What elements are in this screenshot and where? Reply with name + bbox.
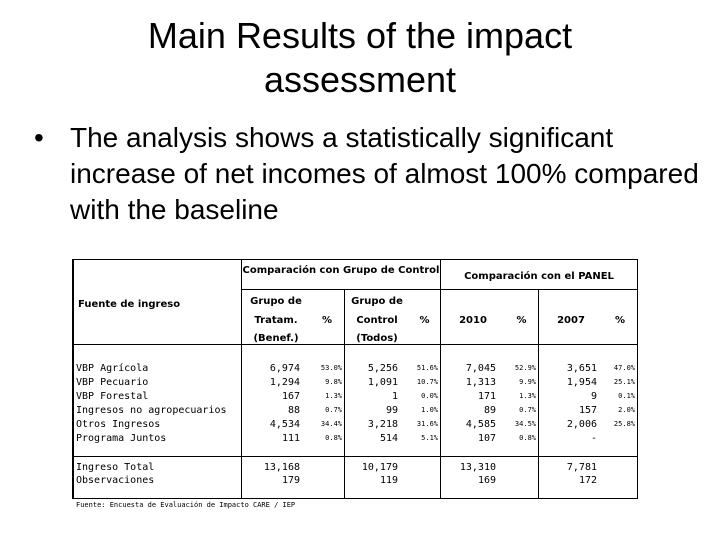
table-cell: 34.4% — [320, 420, 342, 428]
header-treatment-line1: Grupo de — [250, 296, 302, 307]
table-row-label: Programa Juntos — [76, 433, 167, 444]
total-row-label: Ingreso Total — [76, 462, 155, 473]
table-cell: 7,045 — [465, 363, 496, 374]
header-income-source: Fuente de ingreso — [78, 299, 181, 310]
total-cell: 169 — [477, 475, 496, 486]
table-cell: 3,651 — [566, 363, 597, 374]
table-cell: 4,585 — [465, 419, 496, 430]
table-cell: 88 — [287, 405, 300, 416]
table-cell: 47.0% — [613, 364, 635, 372]
table-cell: 1.3% — [325, 392, 342, 400]
total-cell: 119 — [379, 475, 398, 486]
total-cell: 13,168 — [263, 462, 300, 473]
table-cell: 0.1% — [618, 392, 635, 400]
header-panel: Comparación con el PANEL — [464, 271, 614, 282]
table-cell: 2.0% — [618, 406, 635, 414]
table-cell: 5,256 — [367, 363, 398, 374]
header-control-line2: Control — [356, 315, 398, 326]
table-cell: 9 — [590, 391, 597, 402]
header-treatment-line2: Tratam. — [254, 315, 298, 326]
slide-title-line1: Main Results of the impact — [147, 15, 573, 56]
table-row-label: VBP Forestal — [76, 391, 149, 402]
table-cell: 1 — [391, 391, 398, 402]
table-cell: 1,954 — [566, 377, 597, 388]
table-border-right — [637, 259, 638, 499]
header-control-line3: (Todos) — [356, 333, 398, 344]
header-2007-pct: % — [614, 315, 626, 326]
table-cell: 111 — [281, 433, 300, 444]
table-cell: 10.7% — [416, 378, 438, 386]
table-row-label: VBP Agrícola — [76, 363, 149, 374]
header-treatment-pct: % — [321, 315, 333, 326]
bullet-point — [34, 120, 704, 228]
table-cell: 52.9% — [514, 364, 536, 372]
bullet-text: The analysis shows a statistically significant increase of net incomes of almost 100% compared with the baseline — [70, 122, 699, 225]
table-cell: 0.7% — [519, 406, 536, 414]
table-cell: 4,534 — [269, 419, 300, 430]
table-cell: 6,974 — [269, 363, 300, 374]
table-cell: 25.8% — [613, 420, 635, 428]
total-cell: 172 — [578, 475, 597, 486]
header-year-2007: 2007 — [557, 315, 585, 326]
table-cell: 31.6% — [416, 420, 438, 428]
table-cell: 9.8% — [325, 378, 342, 386]
header-year-2010: 2010 — [459, 315, 487, 326]
table-cell: 0.8% — [519, 434, 536, 442]
table-cell: 25.1% — [613, 378, 635, 386]
table-border-top — [72, 259, 638, 260]
table-divider — [241, 289, 638, 290]
table-cell: 5.1% — [421, 434, 438, 442]
table-cell: 1,294 — [269, 377, 300, 388]
table-cell: 167 — [281, 391, 300, 402]
table-cell: 34.5% — [514, 420, 536, 428]
total-cell: 7,781 — [566, 462, 597, 473]
table-cell: 3,218 — [367, 419, 398, 430]
table-border-bottom — [72, 498, 638, 499]
slide-title — [60, 14, 660, 102]
table-row-label: VBP Pecuario — [76, 377, 149, 388]
table-cell: 0.8% — [325, 434, 342, 442]
table-divider — [72, 456, 638, 457]
table-cell: 0.0% — [421, 392, 438, 400]
header-2010-pct: % — [516, 315, 527, 326]
table-cell: 51.6% — [416, 364, 438, 372]
table-row-label: Ingresos no agropecuarios — [76, 405, 227, 416]
table-source-note: Fuente: Encuesta de Evaluación de Impacto CARE / IEP — [76, 501, 296, 509]
table-cell: 1,091 — [367, 377, 398, 388]
header-control-line1: Grupo de — [351, 296, 403, 307]
header-treatment-line3: (Benef.) — [253, 333, 299, 344]
table-cell: 2,006 — [566, 419, 597, 430]
table-cell: 9.9% — [519, 378, 536, 386]
table-cell: 171 — [477, 391, 496, 402]
table-cell: 0.7% — [325, 406, 342, 414]
header-control-pct: % — [419, 315, 430, 326]
total-cell: 10,179 — [361, 462, 398, 473]
table-border-left — [72, 259, 74, 499]
table-cell: 99 — [385, 405, 398, 416]
bullet-dot-icon: • — [34, 122, 44, 153]
slide-title-line2: assessment — [263, 59, 457, 100]
total-cell: 13,310 — [459, 462, 496, 473]
table-cell: 157 — [578, 405, 597, 416]
total-row-label: Observaciones — [76, 475, 155, 486]
table-row-label: Otros Ingresos — [76, 419, 161, 430]
table-cell: 53.0% — [320, 364, 342, 372]
table-cell: 1.3% — [519, 392, 536, 400]
table-cell: 107 — [477, 433, 496, 444]
table-cell: 1.0% — [421, 406, 438, 414]
income-table — [72, 259, 638, 509]
table-cell: 1,313 — [465, 377, 496, 388]
table-cell: - — [590, 433, 597, 444]
header-control-group: Comparación con Grupo de Control — [242, 265, 440, 276]
table-cell: 89 — [483, 405, 496, 416]
total-cell: 179 — [281, 475, 300, 486]
table-cell: 514 — [379, 433, 398, 444]
